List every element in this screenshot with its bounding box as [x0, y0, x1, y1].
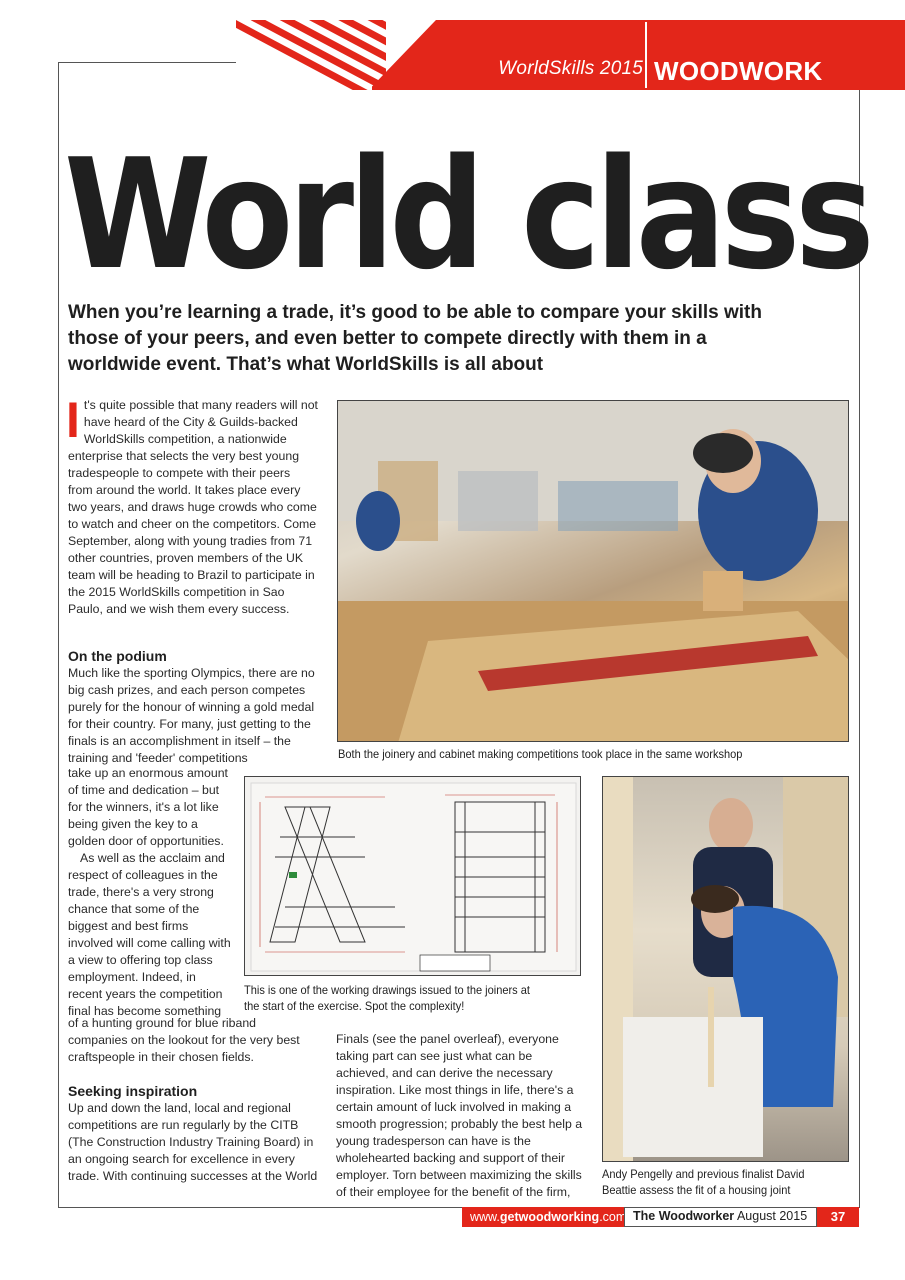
- url-domain: getwoodworking: [499, 1210, 600, 1224]
- photo-caption: Andy Pengelly and previous finalist David Beattie assess the fit of a housing joint: [602, 1167, 805, 1197]
- issue-date: August 2015: [736, 1209, 808, 1223]
- magazine-issue: [624, 1207, 817, 1227]
- header-stripes: [236, 20, 386, 90]
- header-series: WorldSkills 2015: [498, 58, 643, 79]
- subhead-podium: On the podium: [68, 648, 167, 664]
- subhead-inspiration: Seeking inspiration: [68, 1083, 198, 1099]
- frame-line: [58, 62, 59, 1208]
- podium-section: [68, 647, 318, 767]
- paragraph: of a hunting ground for blue riband companies on the lookout for the very best craftspeople in their chosen fields.: [68, 1016, 300, 1064]
- url-prefix: www.: [470, 1210, 500, 1224]
- article-intro: [66, 392, 318, 618]
- intro-text: t's quite possible that many readers will not have heard of the City & Guilds-backed WorldSkills competition, a nationwide enterprise that selects the very best young tradespeople to compete with their peers from around the world. It takes place every two years, and draws huge crowds who come to watch and cheer on the competitors. Come September, along with young tradies from 71 other countries, proven members of the UK team will be heading to Brazil to participate in the 2015 WorldSkills competition in Sao Paulo, and we wish them every success.: [68, 398, 318, 616]
- podium-narrow: [68, 765, 233, 1020]
- magazine-name: The Woodworker: [633, 1209, 735, 1223]
- drop-cap: I: [66, 392, 80, 448]
- paragraph: Much like the sporting Olympics, there are no big cash prizes, and each person competes purely for the honour of winning a gold medal for their country. For many, just getting to the finals is an accomplishment in itself – the training and 'feeder' competitions: [68, 666, 315, 765]
- inspiration-section: [68, 1015, 318, 1185]
- paragraph: take up an enormous amount of time and dedication – but for the winners, it's a lot like being given the key to a golden door of opportunities.: [68, 766, 228, 848]
- assessment-photo: [602, 776, 849, 1162]
- drawing-photo: [244, 776, 581, 976]
- page-title: World class: [64, 126, 870, 303]
- website-link[interactable]: [462, 1207, 627, 1227]
- header-divider: [645, 22, 647, 88]
- header-section: WOODWORK: [654, 56, 823, 86]
- page-footer: [462, 1207, 859, 1227]
- paragraph: As well as the acclaim and respect of colleagues in the trade, there's a very strong chance that some of the biggest and best firms involved will come calling with a view to offering top class employment. Indeed, in recent years the competition final has become something: [68, 851, 231, 1018]
- workshop-illustration: [338, 401, 849, 742]
- photo-caption: Both the joinery and cabinet making competitions took place in the same workshop: [338, 747, 743, 761]
- column-two: [336, 1031, 584, 1201]
- assessment-illustration: [603, 777, 849, 1162]
- frame-line: [58, 62, 236, 63]
- workshop-photo: [337, 400, 849, 742]
- paragraph: Finals (see the panel overleaf), everyone taking part can see just what can be achieved, and can derive the necessary inspiration. Like most things in life, there's a certain amount of luck involved in making a smooth progression; probably the best help a young tradesperson can have is the wholehearted backing and support of their employer. Torn between maximizing the skills of their employee for the benefit of the firm,: [336, 1032, 583, 1199]
- photo-caption: This is one of the working drawings issued to the joiners at the start of the exercise. Spot the complexity!: [244, 983, 530, 1013]
- technical-drawing: [245, 777, 581, 976]
- paragraph: Up and down the land, local and regional competitions are run regularly by the CITB (The Construction Industry Training Board) in an ongoing search for excellence in every trade. With continuing successes at the World: [68, 1101, 318, 1183]
- url-suffix: .com: [599, 1210, 627, 1224]
- page-number: 37: [817, 1207, 859, 1227]
- standfirst: When you’re learning a trade, it’s good to be able to compare your skills with those of your peers, and even better to compete directly with them in a worldwide event. That’s what WorldSkills is all about: [68, 302, 762, 375]
